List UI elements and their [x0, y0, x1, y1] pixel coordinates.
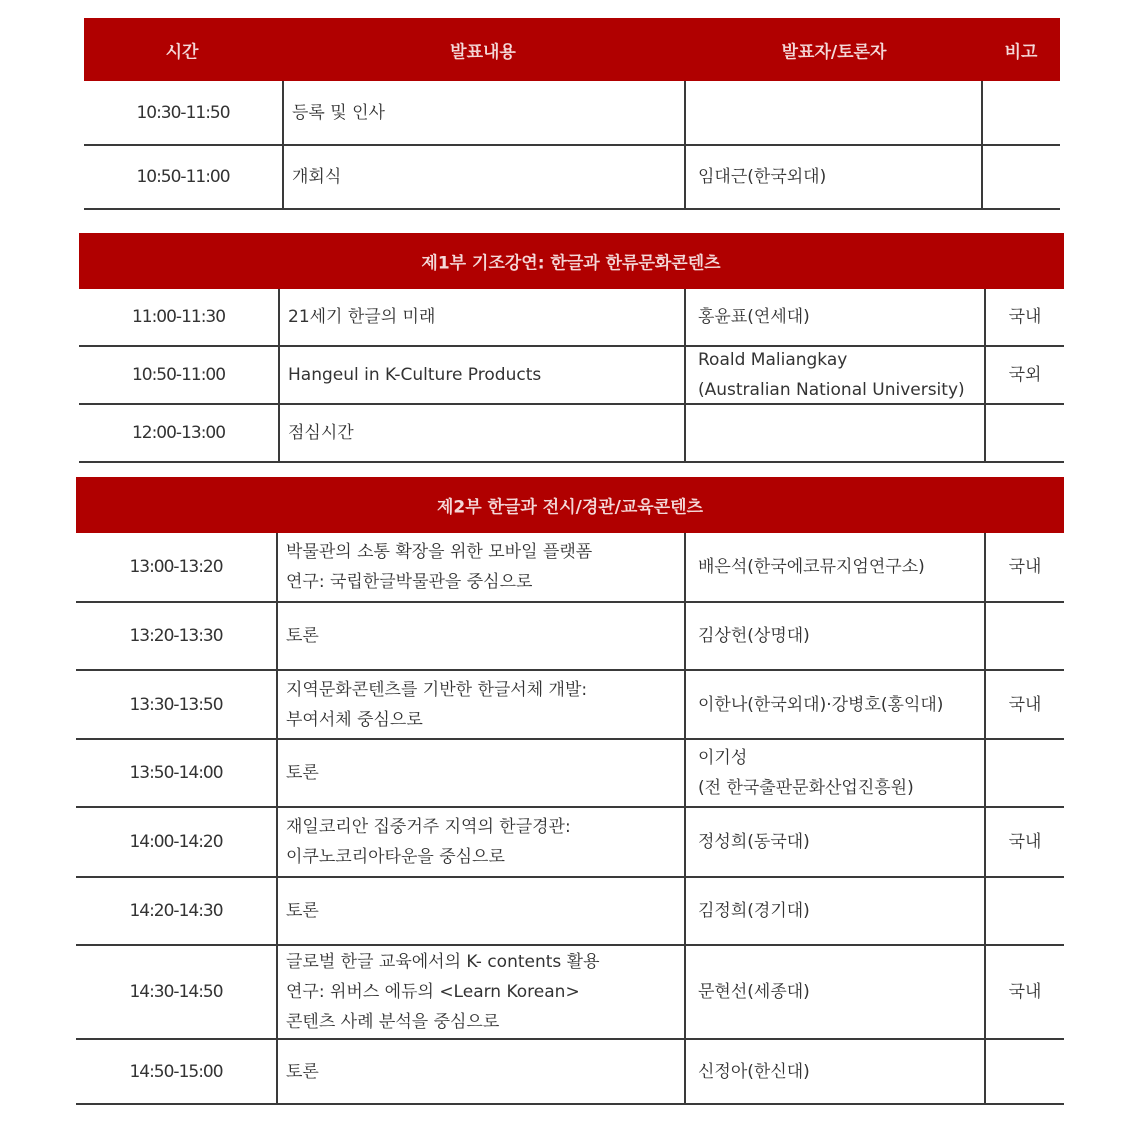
topic-cell [280, 405, 692, 461]
session2-title: 제2부 한글과 전시/경관/교육콘텐츠 [437, 497, 703, 518]
topic-text: 재일코리안 집중거주 지역의 한글경관: [286, 817, 571, 837]
topic-text: 등록 및 인사 [292, 102, 385, 123]
topic-text: 지역문화콘텐츠를 기반한 한글서체 개발: [286, 679, 588, 700]
time-text: 14:50-15:00 [129, 1061, 223, 1082]
presenter-cell [686, 146, 993, 208]
grid-line [684, 81, 686, 210]
topic-text: 연구: 위버스 에듀의 <Learn Korean> [286, 982, 580, 1002]
presenter-cell [686, 946, 996, 1038]
presenter-text: 배은석(한국에코뮤지엄연구소) [698, 557, 925, 577]
time-text: 10:50-11:00 [131, 365, 226, 385]
session1-table [79, 233, 1064, 465]
topic-cell [278, 740, 692, 806]
presenter-text: 임대근(한국외대) [698, 167, 827, 187]
note-cell [986, 946, 1064, 1038]
topic-cell [284, 81, 692, 144]
time-cell [79, 347, 278, 403]
time-text: 11:00-11:30 [131, 307, 226, 327]
column-header-topic: 발표내용 [450, 42, 516, 62]
time-text: 13:00-13:20 [129, 557, 223, 577]
time-cell [76, 1040, 276, 1103]
note-text: 국외 [1008, 365, 1042, 385]
time-cell [76, 533, 276, 601]
schedule-row [76, 808, 1064, 878]
time-text: 10:50-11:00 [136, 167, 230, 187]
column-header-row [84, 18, 1060, 81]
topic-text: 점심시간 [288, 423, 354, 443]
topic-cell [278, 603, 692, 669]
time-text: 14:20-14:30 [129, 901, 223, 921]
schedule-row [79, 405, 1064, 463]
topic-text: 21세기 한글의 미래 [288, 307, 436, 327]
presenter-text: (전 한국출판문화산업진흥원) [698, 778, 914, 798]
topic-cell [280, 289, 692, 345]
schedule-row [79, 347, 1064, 405]
column-header-time: 시간 [165, 42, 199, 62]
note-text: 국내 [1008, 982, 1042, 1002]
presenter-text: 신정아(한신대) [698, 1061, 810, 1082]
topic-text: 연구: 국립한글박물관을 중심으로 [286, 572, 533, 592]
note-cell [986, 405, 1064, 461]
session1-title: 제1부 기조강연: 한글과 한류문화콘텐츠 [421, 253, 721, 274]
presenter-text: 김상헌(상명대) [698, 626, 810, 646]
time-cell [76, 878, 276, 944]
grid-line [684, 289, 686, 463]
note-cell [986, 671, 1064, 738]
grid-line [981, 81, 983, 210]
topic-text: 개회식 [292, 167, 342, 187]
session2-table [76, 477, 1064, 1107]
note-cell [983, 81, 1060, 144]
time-cell [76, 740, 276, 806]
presenter-cell [686, 671, 996, 738]
time-text: 14:30-14:50 [129, 982, 223, 1002]
session1-header [79, 233, 1064, 289]
presenter-text: (Australian National University) [698, 380, 965, 400]
presenter-cell [686, 347, 996, 403]
time-text: 13:30-13:50 [129, 694, 223, 715]
presenter-text: 이한나(한국외대)·강병호(홍익대) [698, 694, 944, 715]
presenter-cell [686, 808, 996, 876]
presenter-cell [686, 1040, 996, 1103]
time-cell [76, 603, 276, 669]
topic-cell [284, 146, 692, 208]
grid-line [278, 289, 280, 463]
schedule-row [84, 146, 1060, 210]
time-cell [84, 146, 282, 208]
time-text: 14:00-14:20 [129, 832, 223, 852]
topic-cell [278, 808, 692, 876]
topic-text: 이쿠노코리아타운을 중심으로 [286, 847, 505, 867]
note-text: 국내 [1008, 832, 1042, 852]
presenter-text: 홍윤표(연세대) [698, 307, 810, 327]
column-header-presenter: 발표자/토론자 [781, 42, 887, 62]
topic-cell [278, 671, 692, 738]
note-cell [986, 808, 1064, 876]
schedule-row [79, 289, 1064, 347]
topic-text: Hangeul in K-Culture Products [288, 365, 542, 385]
presenter-text: Roald Maliangkay [698, 350, 848, 370]
note-text: 국내 [1008, 307, 1042, 327]
presenter-cell [686, 405, 996, 461]
topic-text: 콘텐츠 사례 분석을 중심으로 [286, 1012, 500, 1032]
opening-table [84, 18, 1060, 212]
note-cell [986, 289, 1064, 345]
topic-text: 토론 [286, 901, 319, 921]
presenter-cell [686, 289, 996, 345]
schedule-row [76, 878, 1064, 946]
presenter-text: 이기성 [698, 748, 748, 768]
time-cell [76, 808, 276, 876]
topic-cell [278, 946, 692, 1038]
topic-text: 글로벌 한글 교육에서의 K- contents 활용 [286, 952, 600, 972]
topic-text: 토론 [286, 763, 319, 783]
time-cell [79, 405, 278, 461]
note-cell [986, 347, 1064, 403]
note-cell [986, 533, 1064, 601]
time-text: 12:00-13:00 [131, 423, 226, 443]
topic-cell [278, 878, 692, 944]
topic-cell [278, 1040, 692, 1103]
presenter-text: 정성희(동국대) [698, 832, 810, 852]
presenter-cell [686, 603, 996, 669]
grid-line [984, 289, 986, 463]
time-cell [84, 81, 282, 144]
schedule-row [84, 81, 1060, 146]
grid-line [276, 533, 278, 1105]
time-cell [76, 671, 276, 738]
time-text: 10:30-11:50 [136, 102, 230, 123]
note-cell [986, 740, 1064, 806]
note-cell [986, 1040, 1064, 1103]
presenter-text: 문현선(세종대) [698, 982, 810, 1002]
note-cell [983, 146, 1060, 208]
topic-text: 부여서체 중심으로 [286, 709, 423, 730]
time-cell [79, 289, 278, 345]
time-text: 13:20-13:30 [129, 626, 223, 646]
presenter-cell [686, 81, 993, 144]
schedule-row [76, 533, 1064, 603]
grid-line [684, 533, 686, 1105]
time-cell [76, 946, 276, 1038]
schedule-row [76, 946, 1064, 1040]
presenter-cell [686, 740, 996, 806]
topic-cell [278, 533, 692, 601]
note-text: 국내 [1008, 694, 1042, 715]
schedule-row [76, 740, 1064, 808]
grid-line [282, 81, 284, 210]
schedule-row [76, 671, 1064, 740]
schedule-row [76, 1040, 1064, 1105]
column-header-note: 비고 [1004, 42, 1038, 62]
time-text: 13:50-14:00 [129, 763, 223, 783]
presenter-text: 김정희(경기대) [698, 901, 810, 921]
presenter-cell [686, 878, 996, 944]
schedule-row [76, 603, 1064, 671]
note-cell [986, 878, 1064, 944]
topic-cell [280, 347, 692, 403]
note-cell [986, 603, 1064, 669]
session2-header [76, 477, 1064, 533]
grid-line [984, 533, 986, 1105]
topic-text: 박물관의 소통 확장을 위한 모바일 플랫폼 [286, 542, 593, 562]
note-text: 국내 [1008, 557, 1042, 577]
topic-text: 토론 [286, 1061, 319, 1082]
presenter-cell [686, 533, 996, 601]
topic-text: 토론 [286, 626, 319, 646]
